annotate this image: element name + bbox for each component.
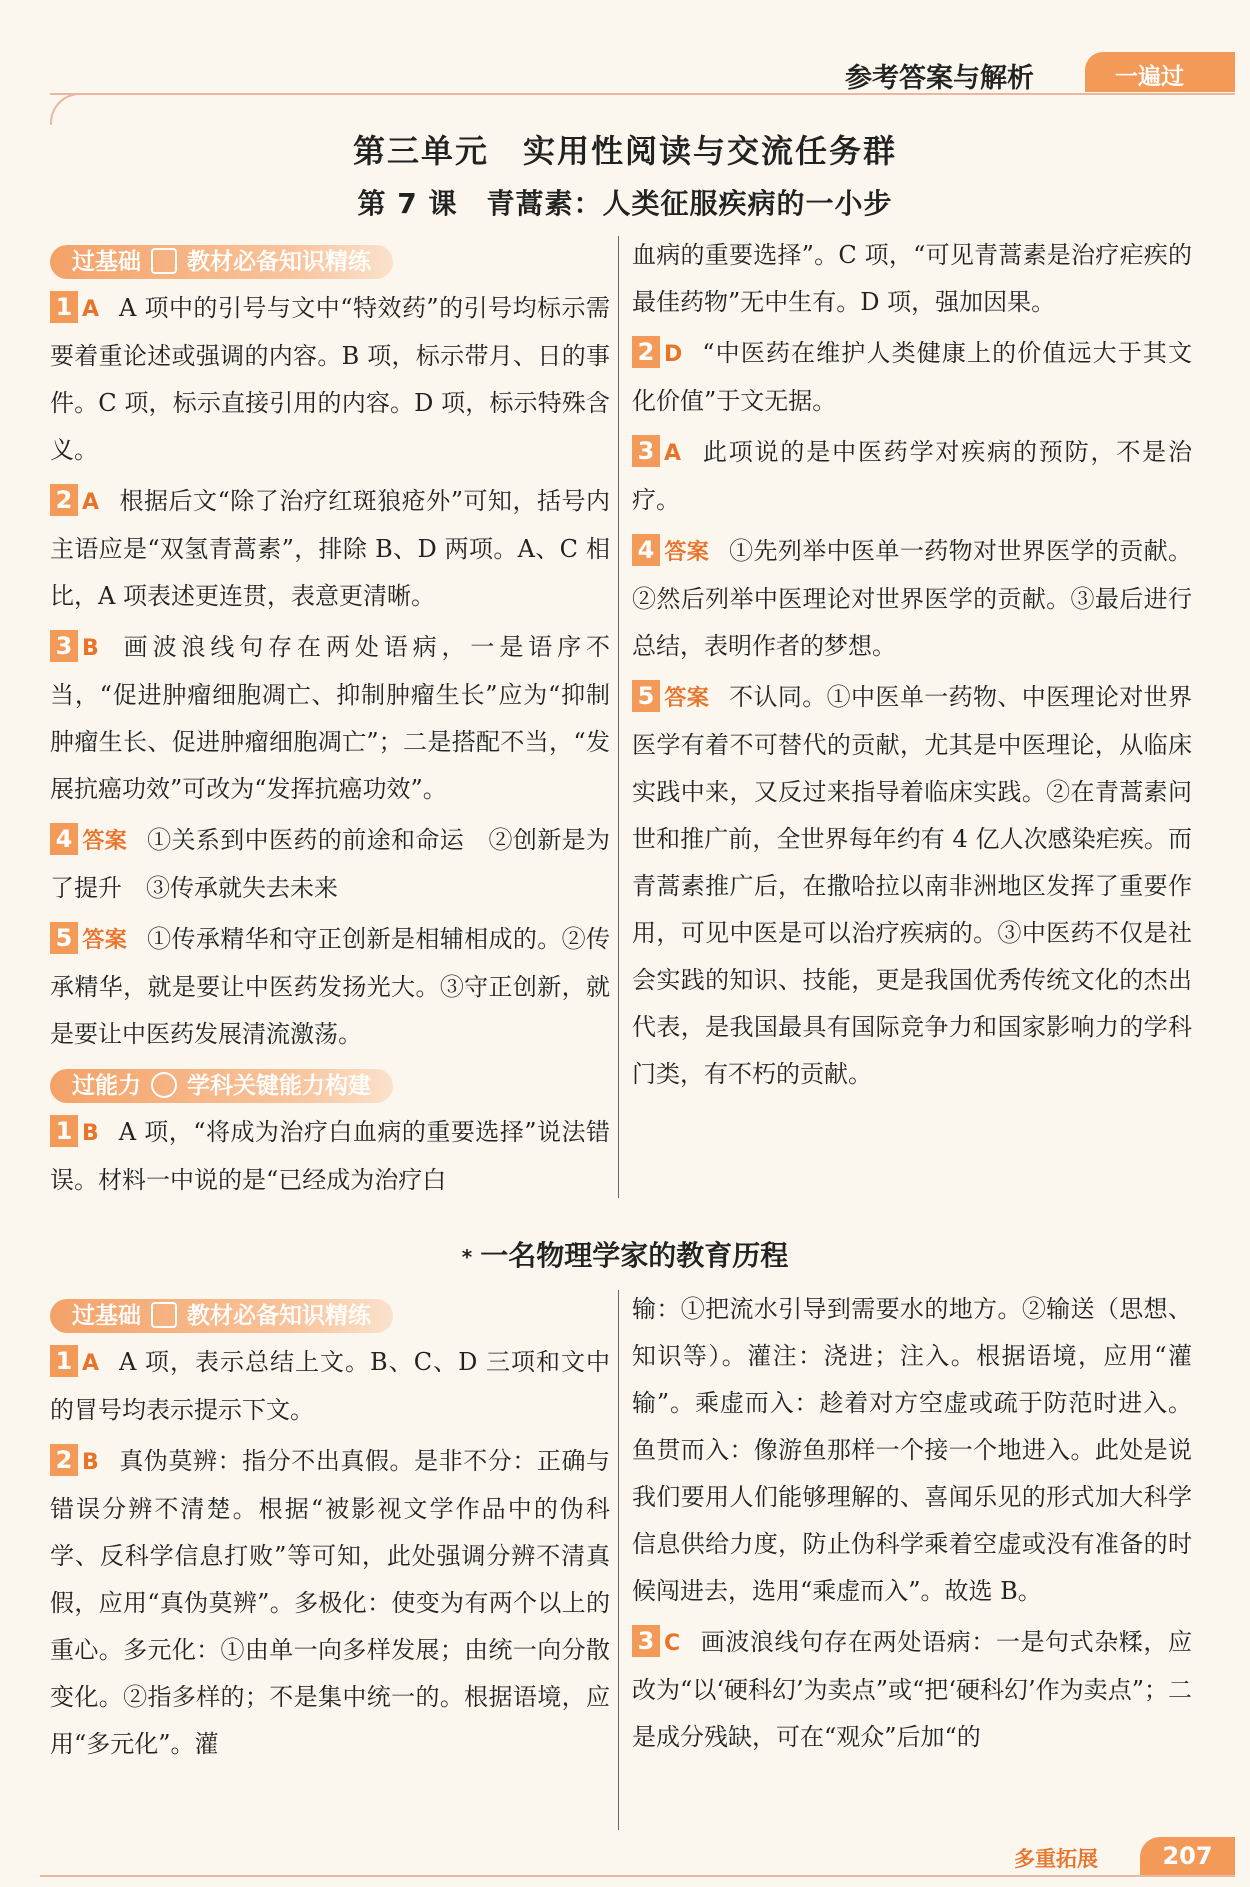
question-number: 5 [632,680,660,712]
s2-right-column [632,1286,1192,1765]
answer-item [50,916,610,1058]
answer-text: 画波浪线句存在两处语病：一是句式杂糅，应改为“以‘硬科幻’为卖点”或“把‘硬科幻’作为卖点”；二是成分残缺，可在“观众”后加“的 [632,1628,1192,1751]
answer-key: 答案 [82,928,128,953]
footer-rule [40,1875,1235,1877]
answer-text: A 项，“将成为治疗白血病的重要选择”说法错误。材料一中说的是“已经成为治疗白 [50,1118,610,1194]
answer-key: B [82,636,99,661]
band-base-left: 过基础 [72,249,141,275]
s1-right-column [632,232,1192,1102]
question-number: 3 [50,630,78,662]
question-number: 4 [632,534,660,566]
s1-left-column [50,238,610,1208]
band-base-right: 教材必备知识精练 [187,1303,371,1329]
answer-key: A [82,490,100,515]
question-number: 1 [50,291,78,323]
answer-text: 根据后文“除了治疗红斑狼疮外”可知，括号内主语应是“双氢青蒿素”，排除 B、D 两项。A、C 相比，A 项表述更连贯，表意更清晰。 [50,487,610,610]
answer-text: 此项说的是中医药学对疾病的预防，不是治疗。 [632,438,1192,514]
question-number: 2 [50,484,78,516]
footer-label: 多重拓展 [1014,1847,1098,1871]
answer-item [632,528,1192,670]
paragraph-continued: 输：①把流水引导到需要水的地方。②输送（思想、知识等）。灌注：浇进；注入。根据语境，应用“灌输”。乘虚而入：趁着对方空虚或疏于防范时进入。鱼贯而入：像游鱼那样一个接一个地进入。此处是说我们要用人们能够理解的、喜闻乐见的形式加大科学信息供给力度，防止伪科学乘着空虚或没有准备的时候闯进去，选用“乘虚而入”。故选 B。 [632,1295,1192,1605]
star-mark: * [461,1245,473,1269]
section2-title-text: 一名物理学家的教育历程 [480,1239,789,1272]
header-tab-label: 一遍过 [1115,64,1184,90]
answer-item [50,478,610,620]
question-number: 4 [50,823,78,855]
question-number: 5 [50,922,78,954]
answer-key: 答案 [664,540,710,565]
header-curve [50,93,82,125]
section2-title [0,1234,1250,1274]
answer-item [50,817,610,912]
answer-key: A [82,1351,100,1376]
band-base [50,245,393,279]
band-base-2 [50,1299,393,1333]
paragraph-continued: 血病的重要选择”。C 项，“可见青蒿素是治疗疟疾的最佳药物”无中生有。D 项，强加因果。 [632,241,1192,316]
answer-item [632,429,1192,524]
medal-icon [151,1072,177,1098]
answer-item [50,285,610,474]
answer-text: 不认同。①中医单一药物、中医理论对世界医学有着不可替代的贡献，尤其是中医理论，从临床实践中来，又反过来指导着临床实践。②在青蒿素问世和推广前，全世界每年约有 4 亿人次感染疟疾。而青蒿素推广后，在撒哈拉以南非洲地区发挥了重要作用，可见中医是可以治疗疾病的。③中医药不仅是社会实践的知识、技能，更是我国优秀传统文化的杰出代表，是我国最具有国际竞争力和国家影响力的学科门类，有不朽的贡献。 [632,683,1192,1088]
answer-text: ①先列举中医单一药物对世界医学的贡献。②然后列举中医理论对世界医学的贡献。③最后进行总结，表明作者的梦想。 [632,537,1192,660]
answer-key: A [664,441,682,466]
answer-text: A 项中的引号与文中“特效药”的引号均标示需要着重论述或强调的内容。B 项，标示带月、日的事件。C 项，标示直接引用的内容。D 项，标示特殊含义。 [50,294,610,464]
band-ability-left: 过能力 [72,1073,141,1099]
answer-text: ①传承精华和守正创新是相辅相成的。②传承精华，就是要让中医药发扬光大。③守正创新，就是要让中医药发展清流激荡。 [50,925,610,1048]
band-base-right: 教材必备知识精练 [187,249,371,275]
answer-text: A 项，表示总结上文。B、C、D 三项和文中的冒号均表示提示下文。 [50,1348,610,1424]
document-icon [151,1302,177,1328]
column-divider-2 [618,1290,619,1830]
answer-key: 答案 [664,686,710,711]
header-title: 参考答案与解析 [845,63,1034,94]
answer-text: “中医药在维护人类健康上的价值远大于其文化价值”于文无据。 [632,339,1192,415]
answer-key: A [82,297,100,322]
document-icon [151,248,177,274]
answer-key: D [664,342,683,367]
band-ability [50,1069,393,1103]
band-base-left: 过基础 [72,1303,141,1329]
unit-title: 第三单元 实用性阅读与交流任务群 [352,132,897,170]
s2-left-column [50,1292,610,1772]
question-number: 1 [50,1345,78,1377]
header-rule [50,93,1235,95]
answer-item [632,330,1192,425]
answer-key: B [82,1450,99,1475]
question-number: 3 [632,1625,660,1657]
answer-item [50,1109,610,1204]
answer-item [50,1438,610,1768]
answer-text: ①关系到中医药的前途和命运 ②创新是为了提升 ③传承就失去未来 [50,826,610,902]
question-number: 3 [632,435,660,467]
answer-key: C [664,1631,681,1656]
answer-text: 画波浪线句存在两处语病，一是语序不当，“促进肿瘤细胞凋亡、抑制肿瘤生长”应为“抑制肿瘤生长、促进肿瘤细胞凋亡”；二是搭配不当，“发展抗癌功效”可改为“发挥抗癌功效”。 [50,633,610,803]
answer-item [50,624,610,813]
answer-item [632,1619,1192,1761]
column-divider [618,236,619,1198]
answer-key: 答案 [82,829,128,854]
header-tab [1085,52,1235,92]
lesson-title: 第 7 课 青蒿素：人类征服疾病的一小步 [357,187,893,220]
answer-text: 真伪莫辨：指分不出真假。是非不分：正确与错误分辨不清楚。根据“被影视文学作品中的伪科学、反科学信息打败”等可知，此处强调分辨不清真假，应用“真伪莫辨”。多极化：使变为有两个以上的重心。多元化：①由单一向多样发展；由统一向分散变化。②指多样的；不是集中统一的。根据语境，应用“多元化”。灌 [50,1447,610,1758]
band-ability-right: 学科关键能力构建 [187,1073,371,1099]
question-number: 2 [50,1444,78,1476]
answer-item [632,674,1192,1098]
question-number: 2 [632,336,660,368]
page-number: 207 [1140,1837,1235,1875]
answer-item [50,1339,610,1434]
answer-key: B [82,1121,99,1146]
question-number: 1 [50,1115,78,1147]
